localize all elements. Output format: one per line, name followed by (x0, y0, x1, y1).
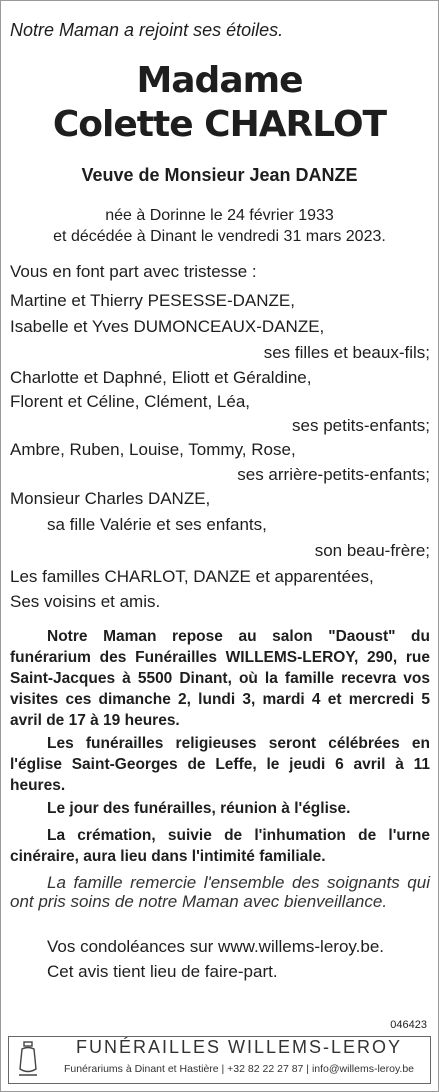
family-line: Florent et Céline, Clément, Léa, (10, 392, 251, 411)
family-role: ses arrière-petits-enfants; (237, 465, 430, 484)
family-intro: Vous en font part avec tristesse : (10, 262, 257, 281)
reference-number: 046423 (390, 1019, 427, 1031)
death-line: et décédée à Dinant le vendredi 31 mars 2023. (53, 228, 386, 245)
family-line: Les familles CHARLOT, DANZE et apparentées, (10, 567, 374, 586)
thanks-paragraph: La famille remercie l'ensemble des soignants qui ont pris soins de notre Maman avec bienveillance. (10, 873, 430, 911)
family-line: Charlotte et Daphné, Eliott et Géraldine, (10, 368, 312, 387)
intro-text: Notre Maman a rejoint ses étoiles. (10, 20, 284, 40)
family-line: sa fille Valérie et ses enfants, (47, 515, 267, 534)
family-line: Martine et Thierry PESESSE-DANZE, (10, 291, 295, 310)
family-line: Ambre, Ruben, Louise, Tommy, Rose, (10, 440, 296, 459)
family-role: ses petits-enfants; (292, 416, 430, 435)
condolences-line: Vos condoléances sur www.willems-leroy.be. (47, 937, 384, 956)
meeting-paragraph: Le jour des funérailles, réunion à l'église. (47, 800, 351, 817)
widow-of: Veuve de Monsieur Jean DANZE (81, 165, 358, 185)
notice-line: Cet avis tient lieu de faire-part. (47, 962, 278, 981)
name-title: Madame (136, 60, 303, 101)
family-role: son beau-frère; (314, 541, 430, 560)
funeral-paragraph: Les funérailles religieuses seront célébrées en l'église Saint-Georges de Leffe, le jeudi 6 avril à 11 heures. (10, 735, 430, 794)
family-line: Monsieur Charles DANZE, (10, 489, 211, 508)
cremation-paragraph: La crémation, suivie de l'inhumation de l'urne cinéraire, aura lieu dans l'intimité familiale. (10, 827, 430, 865)
brand-name: FUNÉRAILLES WILLEMS-LEROY (75, 1037, 403, 1057)
family-line: Isabelle et Yves DUMONCEAUX-DANZE, (10, 317, 325, 336)
urn-icon (16, 1041, 40, 1077)
name-full: Colette CHARLOT (52, 104, 387, 145)
birth-line: née à Dorinne le 24 février 1933 (105, 207, 334, 224)
family-line: Ses voisins et amis. (10, 592, 161, 611)
brand-contact: Funérariums à Dinant et Hastière | +32 82 22 27 87 | info@willems-leroy.be (63, 1063, 415, 1075)
visitation-paragraph: Notre Maman repose au salon "Daoust" du funérarium des Funérailles WILLEMS-LEROY, 290, rue Saint-Jacques à 5500 Dinant, où la famille recevra vos visites ces dimanche 2, lundi 3, mardi 4 et mercredi 5 avril de 17 à 19 heures. (10, 628, 430, 729)
funeral-home-footer (8, 1036, 431, 1084)
family-role: ses filles et beaux-fils; (263, 343, 430, 362)
